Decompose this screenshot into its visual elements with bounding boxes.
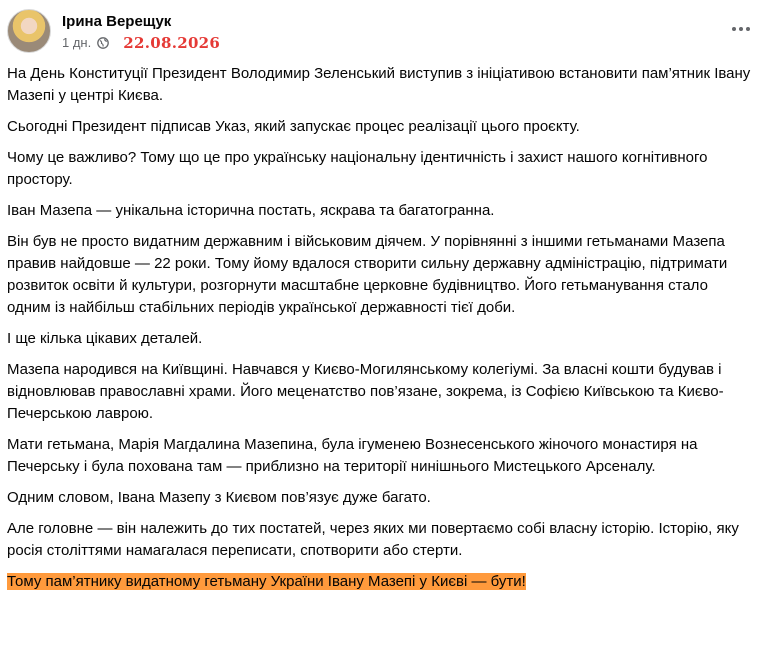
post-header bbox=[7, 6, 220, 56]
post-paragraph: Чому це важливо? Тому що це про українську національну ідентичність і захист нашого когнітивного простору. bbox=[7, 149, 708, 188]
avatar[interactable] bbox=[7, 9, 51, 53]
date-overlay: 22.08.2026 bbox=[123, 33, 221, 52]
highlighted-text: Тому пам’ятнику видатному гетьману України Івану Мазепі у Києві — бути! bbox=[7, 573, 526, 590]
more-options-button[interactable] bbox=[728, 16, 754, 42]
author-name[interactable]: Ірина Верещук bbox=[62, 12, 172, 30]
post-time[interactable]: 1 дн. bbox=[62, 34, 92, 50]
highlighted-paragraph bbox=[7, 571, 755, 593]
post-paragraph: Мати гетьмана, Марія Магдалина Мазепина, була ігуменею Вознесенського жіночого монастиря на Печерську і була похована там — приблизно на території нинішнього Мистецького Арсеналу. bbox=[7, 436, 698, 475]
post-paragraph: Одним словом, Івана Мазепу з Києвом пов’язує дуже багато. bbox=[7, 489, 431, 506]
post-paragraph: Сьогодні Президент підписав Указ, який запускає процес реалізації цього проєкту. bbox=[7, 118, 580, 135]
post-paragraph: І ще кілька цікавих деталей. bbox=[7, 330, 203, 347]
post-subline bbox=[62, 35, 220, 51]
post-paragraph: Іван Мазепа — унікальна історична постать, яскрава та багатогранна. bbox=[7, 202, 495, 219]
post-paragraph: Він був не просто видатним державним і військовим діячем. У порівнянні з іншими гетьманами Мазепа правив найдовше — 22 роки. Тому йому вдалося створити сильну державну адміністрацію, підтримати розвиток освіти й культури, розгорнути масштабне церковне будівництво. Його гетьманування стало одним із найбільш стабільних періодів української державності тієї доби. bbox=[7, 233, 728, 316]
post-meta bbox=[62, 12, 220, 51]
more-horizontal-icon bbox=[732, 27, 736, 31]
more-dot bbox=[746, 27, 750, 31]
post-body bbox=[7, 63, 755, 602]
post-paragraph: На День Конституції Президент Володимир Зеленський виступив з ініціативою встановити пам’ятник Івану Мазепі у центрі Києва. bbox=[7, 65, 751, 104]
post-paragraph: Мазепа народився на Київщині. Навчався у Києво-Могилянському колегіумі. За власні кошти будував і відновлював православні храми. Його меценатство пов’язане, зокрема, із Софією Київською та Києво-Печерською лаврою. bbox=[7, 361, 724, 422]
more-dot bbox=[739, 27, 743, 31]
globe-icon[interactable] bbox=[97, 37, 109, 49]
post-paragraph: Але головне — він належить до тих постатей, через яких ми повертаємо собі власну історію. Історію, яку росія століттями намагалася переписати, спотворити або стерти. bbox=[7, 520, 739, 559]
